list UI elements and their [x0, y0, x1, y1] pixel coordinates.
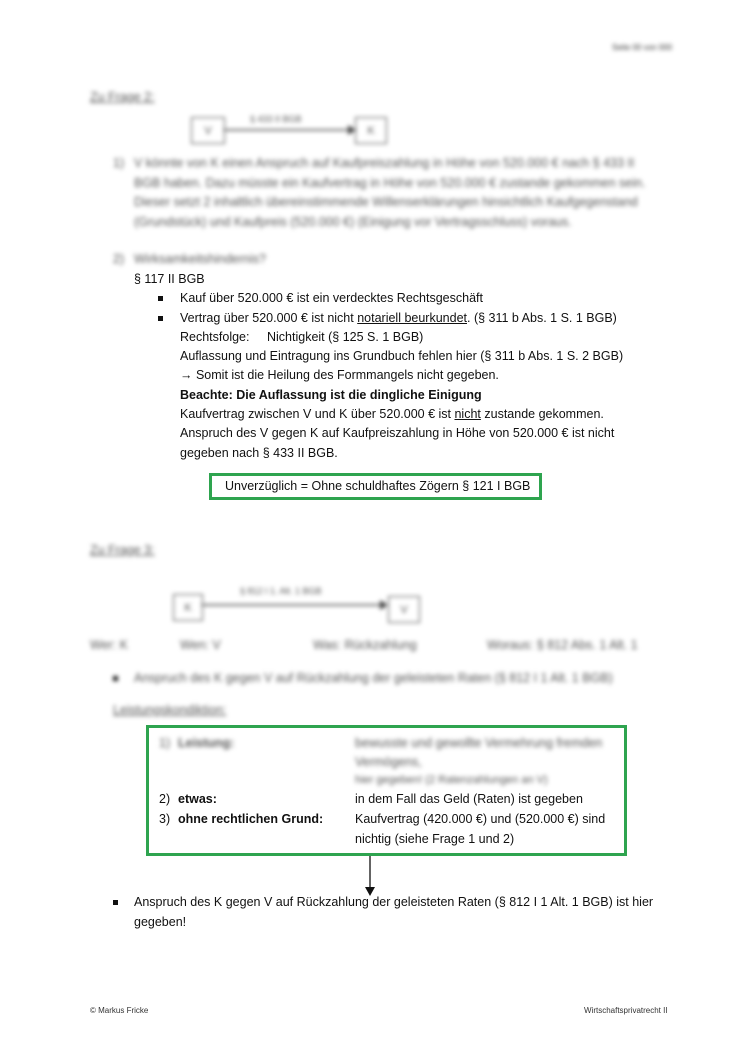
row-2-number: 2) [159, 792, 171, 806]
row-3-value-1: Kaufvertrag (420.000 €) und (520.000 €) sind [355, 812, 606, 826]
woraus: Woraus: § 812 Abs. 1 Alt. 1 [487, 638, 638, 652]
bullet-marker [113, 900, 118, 905]
bullet-marker [158, 316, 163, 321]
item-2-number: 2) [113, 252, 125, 266]
row-1-label: Leistung: [178, 736, 235, 750]
line-kaufvertrag-a: Kaufvertrag zwischen V und K über 520.000 € ist [180, 407, 455, 421]
item-1-line: V könnte von K einen Anspruch auf Kaufpreiszahlung in Höhe von 520.000 € nach § 433 II [134, 156, 635, 170]
row-1-line: hier gegeben! (2 Ratenzahlungen an V) [355, 773, 548, 786]
arrow-label-812: § 812 I 1. Alt. 1 BGB [240, 586, 322, 596]
bullet-notariell-text-a: Vertrag über 520.000 € ist nicht [180, 311, 358, 325]
wen: Wen: V [180, 638, 221, 652]
party-box-v: V [388, 596, 420, 623]
bullet-marker [158, 296, 163, 301]
row-1-line: bewusste und gewollte Vermehrung fremden [355, 736, 603, 750]
row-2-label: etwas: [178, 792, 217, 806]
line-kaufvertrag-b: zustande gekommen. [480, 407, 604, 421]
line-auflassung: Auflassung und Eintragung ins Grundbuch fehlen hier (§ 311 b Abs. 1 S. 2 BGB) [180, 349, 624, 363]
leistungskondiktion-heading: Leistungskondiktion: [113, 703, 227, 717]
row-3-value-2: nichtig (siehe Frage 1 und 2) [355, 832, 515, 846]
page-number: Seite 00 von 000 [612, 43, 673, 52]
item-1-line: Dieser setzt 2 inhaltlich übereinstimmende Willenserklärungen hinsichtlich Kaufgegenstand [134, 195, 638, 209]
arrow-k-to-v [202, 597, 388, 613]
bullet-anspruch-rueckzahlung: Anspruch des K gegen V auf Rückzahlung der geleisteten Raten (§ 812 I 1 Alt. 1 BGB) [134, 671, 613, 685]
line-anspruch-2: gegeben nach § 433 II BGB. [180, 446, 338, 460]
row-1-line: Vermögens, [355, 754, 422, 769]
row-1-value [355, 734, 602, 789]
party-box-k: K [173, 594, 203, 621]
line-kaufvertrag [180, 405, 604, 425]
line-anspruch-1: Anspruch des V gegen K auf Kaufpreiszahlung in Höhe von 520.000 € ist nicht [180, 426, 615, 440]
rechtsfolge-value: Nichtigkeit (§ 125 S. 1 BGB) [267, 330, 424, 344]
row-2-value: in dem Fall das Geld (Raten) ist gegeben [355, 792, 583, 806]
line-kaufvertrag-underlined: nicht [454, 407, 481, 421]
bullet-notariell-text-b: . (§ 311 b Abs. 1 S. 1 BGB) [467, 311, 617, 325]
row-3-number: 3) [159, 812, 171, 826]
rechtsfolge-label: Rechtsfolge: [180, 330, 250, 344]
was: Was: Rückzahlung [313, 638, 417, 652]
arrow-label-433: § 433 II BGB [250, 114, 302, 124]
party-box-k: K [355, 117, 387, 144]
conclusion-line-1: Anspruch des K gegen V auf Rückzahlung der geleisteten Raten (§ 812 I 1 Alt. 1 BGB) ist hier [134, 895, 654, 909]
footer-author: © Markus Fricke [90, 1006, 149, 1015]
line-beachte: Beachte: Die Auflassung ist die dingliche Einigung [180, 388, 482, 402]
item-2-heading: Wirksamkeitshindernis? [134, 252, 266, 266]
bullet-verdecktes-geschaeft: Kauf über 520.000 € ist ein verdecktes Rechtsgeschäft [180, 291, 483, 305]
item-1-line: (Grundstück) und Kaufpreis (520.000 €) (Einigung vor Vertragsschluss) voraus. [134, 214, 572, 229]
heading-frage-2: Zu Frage 2: [90, 90, 155, 104]
heading-frage-3: Zu Frage 3: [90, 543, 155, 557]
green-box-text: Unverzüglich = Ohne schuldhaftes Zögern § 121 I BGB [225, 479, 531, 493]
row-3-label: ohne rechtlichen Grund: [178, 812, 324, 826]
conclusion-line-2: gegeben! [134, 915, 187, 929]
item-1-line: BGB haben. Dazu müsste ein Kaufvertrag in Höhe von 520.000 € zustande gekommen sein. [134, 175, 646, 190]
row-1-number: 1) [159, 736, 171, 750]
paragraph-ref-117: § 117 II BGB [134, 272, 205, 286]
bullet-marker [113, 676, 118, 681]
bullet-notariell-underlined: notariell beurkundet [357, 311, 467, 325]
party-box-v: V [191, 117, 225, 144]
item-1-text [134, 154, 645, 232]
green-box-unverzueglich [209, 473, 542, 500]
item-1-number: 1) [113, 156, 125, 170]
footer-course: Wirtschaftsprivatrecht II [584, 1006, 668, 1015]
bullet-notariell [180, 309, 617, 329]
line-heilung: → Somit ist die Heilung des Formmangels nicht gegeben. [180, 368, 499, 382]
arrow-down [363, 856, 377, 896]
wer: Wer: K [90, 638, 128, 652]
